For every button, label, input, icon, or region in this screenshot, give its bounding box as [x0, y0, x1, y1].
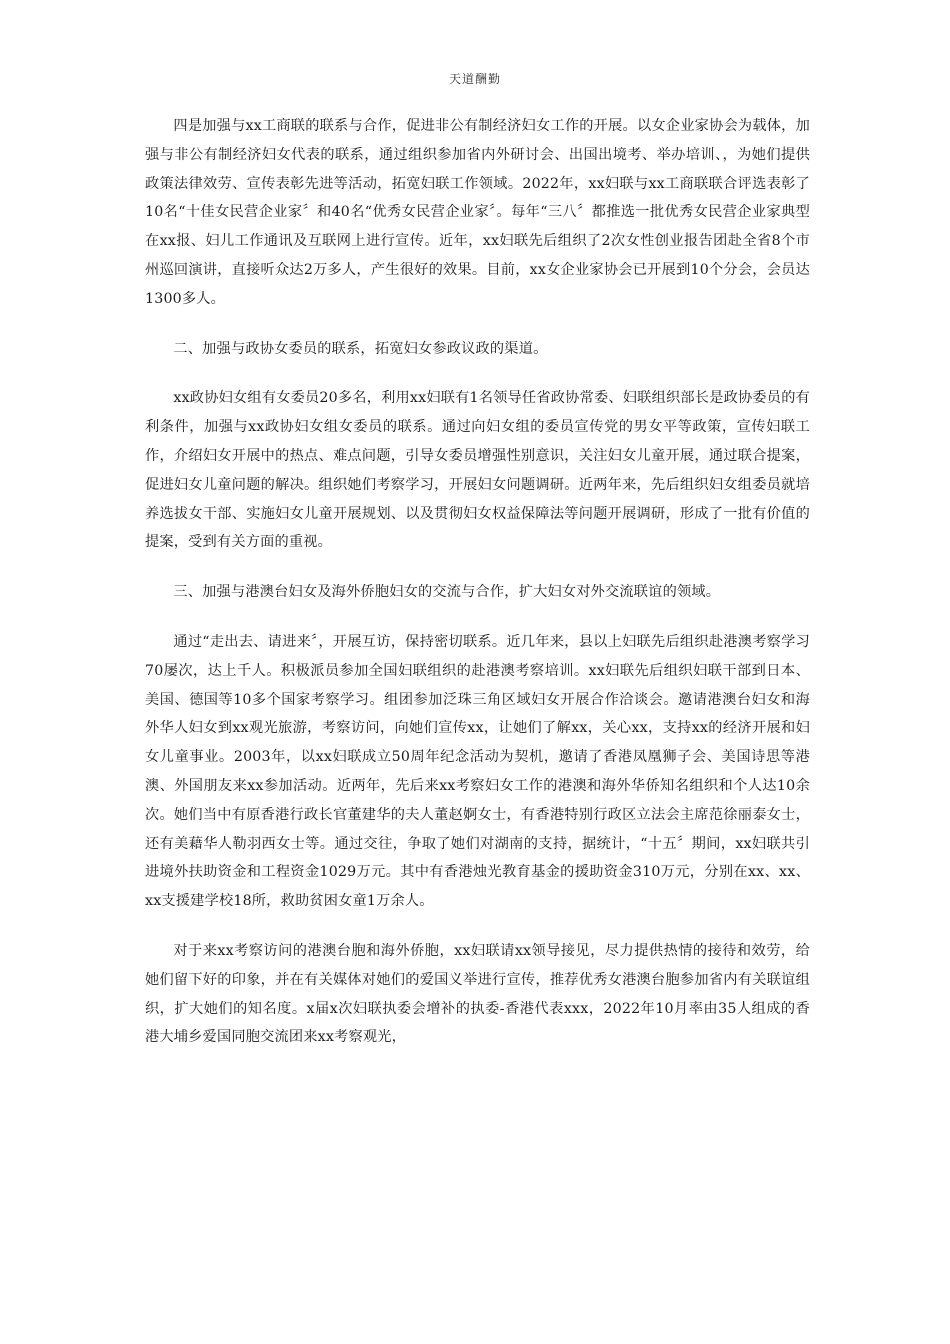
document-body — [145, 112, 810, 1073]
page-header: 天道酬勤 — [448, 72, 501, 86]
paragraph-reception: 对于来xx考察访问的港澳台胞和海外侨胞，xx妇联请xx领导接见，尽力提供热情的接待和效劳，给她们留下好的印象，并在有关媒体对她们的爱国义举进行宣传，推荐优秀女港澳台胞参加省内有关联谊组织，扩大她们的知名度。x届x次妇联执委会增补的执委-香港代表xxx，2022年10月率由35人组成的香港大埔乡爱国同胞交流团来xx考察观光， — [145, 942, 810, 1046]
paragraph-women-entrepreneurs: 四是加强与xx工商联的联系与合作，促进非公有制经济妇女工作的开展。以女企业家协会为载体，加强与非公有制经济妇女代表的联系，通过组织参加省内外研讨会、出国出境考、举办培训、，为她们提供政策法律效劳、宣传表彰先进等活动，拓宽妇联工作领域。2022年，xx妇联与xx工商联联合评选表彰了10名“十佳女民营企业家〞和40名“优秀女民营企业家〞。每年“三八〞都推选一批优秀女民营企业家典型在xx报、妇儿工作通讯及互联网上进行宣传。近年，xx妇联先后组织了2次女性创业报告团赴全省8个市州巡回演讲，直接听众达2万多人，产生很好的效果。目前，xx女企业家协会已开展到10个分会，会员达1300多人。 — [145, 118, 810, 307]
section-heading-cppcc: 二、加强与政协女委员的联系，拓宽妇女参政议政的渠道。 — [173, 340, 548, 357]
section-heading-hk-macao-taiwan: 三、加强与港澳台妇女及海外侨胞妇女的交流与合作，扩大妇女对外交流联谊的领域。 — [173, 584, 721, 601]
paragraph-exchange-visits: 通过“走出去、请进来〞，开展互访，保持密切联系。近几年来，县以上妇联先后组织赴港澳考察学习70屡次，达上千人。积极派员参加全国妇联组织的赴港澳考察培训。xx妇联先后组织妇联干部到日本、美国、德国等10多个国家考察学习。组团参加泛珠三角区域妇女开展合作洽谈会。邀请港澳台妇女和海外华人妇女到xx观光旅游，考察访问，向她们宣传xx，让她们了解xx，关心xx，支持xx的经济开展和妇女儿童事业。2003年，以xx妇联成立50周年纪念活动为契机，邀请了香港凤凰狮子会、美国诗思等港澳、外国朋友来xx参加活动。近两年，先后来xx考察妇女工作的港澳和海外华侨知名组织和个人达10余次。她们当中有原香港行政长官董建华的夫人董赵婀女士，有香港特别行政区立法会主席范徐丽泰女士，还有美藉华人勒羽西女士等。通过交往，争取了她们对湖南的支持，据统计，“十五〞期间，xx妇联共引进境外扶助资金和工程资金1029万元。其中有香港烛光教育基金的援助资金310万元，分别在xx、xx、xx支援建学校18所，救助贫困女童1万余人。 — [145, 633, 810, 910]
paragraph-cppcc-committee: xx政协妇女组有女委员20多名，利用xx妇联有1名领导任省政协常委、妇联组织部长是政协委员的有利条件，加强与xx政协妇女组女委员的联系。通过向妇女组的委员宣传党的男女平等政策，宣传妇联工作，介绍妇女开展中的热点、难点问题，引导女委员增强性别意识，关注妇女儿童开展，通过联合提案，促进妇女儿童问题的解决。组织她们考察学习，开展妇女问题调研。近两年来，先后组织妇女组委员就培养选拔女干部、实施妇女儿童开展规划、以及贯彻妇女权益保障法等问题开展调研，形成了一批有价值的提案，受到有关方面的重视。 — [145, 390, 810, 551]
